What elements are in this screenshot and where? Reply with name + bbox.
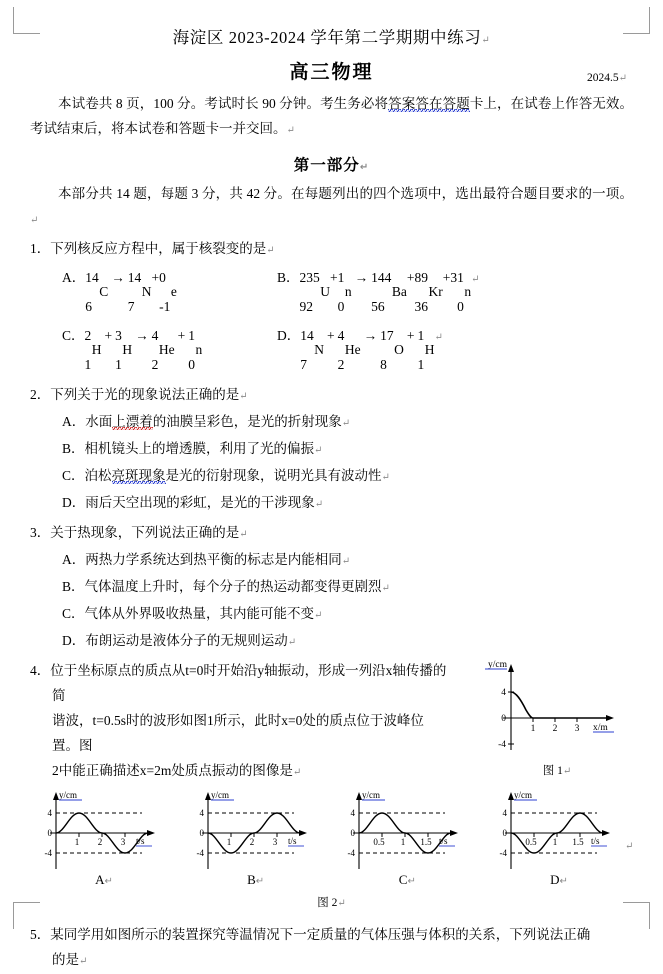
plus-operator: + bbox=[406, 269, 415, 285]
panel-A-xtick-3: 3 bbox=[120, 836, 126, 847]
option-text-pre: 水面 bbox=[85, 413, 113, 429]
nuclide-indices bbox=[371, 263, 391, 321]
plus-operator: + bbox=[104, 327, 113, 343]
nuclide-O17 bbox=[380, 321, 404, 379]
nuclide-He4 bbox=[338, 321, 361, 379]
atomic-number: 92 bbox=[299, 298, 314, 314]
mass-number: 144 bbox=[371, 269, 392, 285]
panel-D-xtick-15: 1.5 bbox=[572, 836, 584, 847]
atomic-number: 0 bbox=[188, 356, 196, 372]
figure-2-caption bbox=[30, 894, 633, 910]
instructions-marked-text: 答案答在答题 bbox=[388, 95, 470, 111]
x-axis-arrowhead bbox=[602, 830, 610, 836]
element-symbol: O bbox=[394, 342, 404, 358]
panel-D-x-axis-label: t/s bbox=[590, 835, 600, 846]
element-symbol: H bbox=[91, 342, 102, 358]
option-label: C． bbox=[62, 467, 85, 483]
panel-C-ytick-minus4: -4 bbox=[347, 847, 356, 858]
nuclide-indices bbox=[85, 321, 92, 379]
panel-C-ytick-4: 4 bbox=[350, 807, 356, 818]
option-C[interactable] bbox=[62, 463, 633, 490]
pilcrow-mark: ↵ bbox=[314, 609, 323, 621]
document-content bbox=[30, 26, 633, 974]
question-5-line-2 bbox=[30, 947, 633, 974]
atomic-number: 1 bbox=[417, 356, 425, 372]
element-symbol: e bbox=[170, 284, 177, 300]
pilcrow-mark: ↵ bbox=[239, 390, 248, 402]
panel-B-xtick-1: 1 bbox=[226, 836, 231, 847]
figure-1-caption bbox=[481, 759, 633, 784]
element-symbol: N bbox=[314, 342, 324, 358]
pilcrow-mark: ↵ bbox=[287, 636, 297, 648]
mass-number: 1 bbox=[457, 269, 464, 285]
subject-title: 高三物理 bbox=[289, 60, 374, 83]
question-stem-line: 2中能正确描述x=2m处质点振动的图像是 bbox=[52, 762, 293, 778]
option-A[interactable] bbox=[62, 409, 633, 436]
section-instruction bbox=[30, 181, 633, 233]
panel-B-xtick-2: 2 bbox=[249, 836, 254, 847]
panel-D-ytick-4: 4 bbox=[502, 807, 507, 818]
instructions-part-1: 本试卷共 8 页，100 分。考试时长 90 分钟。考生务必将 bbox=[58, 95, 389, 111]
pilcrow-mark: ↵ bbox=[292, 766, 302, 778]
nuclide-indices bbox=[457, 263, 464, 321]
plus-operator: + bbox=[406, 327, 415, 343]
pilcrow-mark: ↵ bbox=[434, 331, 443, 343]
panel-letter-text: D bbox=[550, 871, 560, 887]
atomic-number: 1 bbox=[115, 356, 122, 372]
atomic-number: 0 bbox=[337, 298, 345, 314]
instructions-part-2: 卡上，在试卷上作答无效。考试结束后，将本试卷和答题卡一并交回。 bbox=[30, 95, 634, 136]
plus-operator: + bbox=[330, 269, 338, 285]
panel-C-x-axis-label: t/s bbox=[439, 835, 448, 846]
nuclide-indices bbox=[300, 321, 314, 379]
panel-C-letter bbox=[333, 872, 481, 888]
section-title-text: 第一部分 bbox=[293, 155, 360, 174]
reaction-arrow: → bbox=[354, 269, 369, 285]
element-symbol: H bbox=[122, 342, 133, 358]
atomic-number: 8 bbox=[380, 356, 387, 372]
nuclide-indices bbox=[338, 263, 345, 321]
panel-D-xtick-1: 1 bbox=[552, 836, 558, 847]
nuclide-indices bbox=[188, 321, 195, 379]
exam-instructions bbox=[30, 91, 633, 143]
atomic-number: 6 bbox=[85, 298, 92, 314]
panel-A-letter bbox=[30, 872, 178, 888]
nuclide-Ba144 bbox=[371, 263, 407, 321]
figure-2-panel-D[interactable] bbox=[485, 789, 633, 888]
nuclide-N14 bbox=[300, 321, 324, 379]
panel-B-graph bbox=[182, 789, 330, 875]
option-D-equation bbox=[277, 321, 443, 379]
nuclide-N14 bbox=[128, 263, 152, 321]
nuclide-electron bbox=[159, 263, 177, 321]
question-3-stem bbox=[30, 520, 633, 547]
figure-2 bbox=[30, 789, 633, 888]
question-2-stem bbox=[30, 382, 633, 409]
pilcrow-mark: ↵ bbox=[266, 244, 275, 256]
pilcrow-mark: ↵ bbox=[559, 875, 568, 887]
pilcrow-mark: ↵ bbox=[471, 273, 480, 285]
x-axis-arrowhead bbox=[450, 830, 458, 836]
element-symbol: He bbox=[344, 342, 361, 358]
mass-number: 1 bbox=[337, 269, 345, 285]
question-stem-text: 下列关于光的现象说法正确的是 bbox=[50, 386, 240, 402]
panel-B-x-axis-label: t/s bbox=[287, 835, 297, 846]
pilcrow-mark: ↵ bbox=[618, 72, 627, 84]
atomic-number: 2 bbox=[151, 356, 159, 372]
question-number: 2． bbox=[30, 386, 51, 402]
option-label: A． bbox=[62, 269, 86, 285]
panel-D-ytick-0: 0 bbox=[502, 827, 507, 838]
document-title bbox=[30, 26, 633, 51]
question-4-line-2 bbox=[30, 708, 450, 758]
section-instruction-text: 本部分共 14 题，每题 3 分，共 42 分。在每题列出的四个选项中，选出最符合题目要求的一项。 bbox=[58, 185, 633, 201]
panel-A-xtick-1: 1 bbox=[74, 836, 80, 847]
element-symbol: He bbox=[158, 342, 175, 358]
plus-operator: + bbox=[177, 327, 186, 343]
nuclide-indices bbox=[85, 263, 99, 321]
figure-2-panel-C[interactable] bbox=[333, 789, 481, 888]
figure-1-ytick-minus4: -4 bbox=[498, 739, 506, 750]
panel-A-xtick-2: 2 bbox=[97, 836, 103, 847]
pilcrow-mark: ↵ bbox=[359, 161, 370, 173]
element-symbol: C bbox=[99, 284, 109, 300]
reaction-arrow: → bbox=[135, 327, 149, 343]
question-stem-text: 关于热现象，下列说法正确的是 bbox=[50, 524, 240, 540]
mass-number: 14 bbox=[127, 269, 142, 285]
nuclide-H1 bbox=[418, 321, 435, 379]
panel-A-x-axis-label: t/s bbox=[136, 835, 145, 846]
pilcrow-mark: ↵ bbox=[30, 214, 39, 226]
question-2 bbox=[30, 382, 633, 517]
exam-date bbox=[587, 72, 627, 84]
pilcrow-mark: ↵ bbox=[79, 955, 88, 967]
option-C-equation bbox=[62, 321, 277, 379]
mass-number: 235 bbox=[299, 269, 320, 285]
option-text-pre: 雨后天空出现的彩虹，是光的干涉现象 bbox=[85, 494, 315, 510]
nuclide-H3 bbox=[115, 321, 132, 379]
element-symbol: U bbox=[320, 284, 331, 300]
pilcrow-mark: ↵ bbox=[381, 471, 390, 483]
nuclide-indices bbox=[418, 321, 425, 379]
option-text-pre: 布朗运动是液体分子的无规则运动 bbox=[85, 632, 288, 648]
panel-A-ytick-0: 0 bbox=[47, 827, 52, 838]
option-A[interactable] bbox=[62, 547, 633, 574]
mass-number: 17 bbox=[380, 327, 394, 343]
nuclide-H2 bbox=[85, 321, 102, 379]
option-text-pre: 气体从外界吸收热量，其内能可能不变 bbox=[84, 605, 315, 621]
nuclide-indices bbox=[128, 263, 142, 321]
option-text-post: 是光的衍射现象，说明光具有波动性 bbox=[165, 467, 382, 483]
pilcrow-mark: ↵ bbox=[341, 555, 351, 567]
atomic-number: 0 bbox=[457, 298, 464, 314]
atomic-number: 7 bbox=[300, 356, 307, 372]
reaction-arrow: → bbox=[363, 327, 378, 343]
atomic-number: 2 bbox=[337, 356, 345, 372]
question-4-stem bbox=[30, 658, 450, 785]
figure-2-panel-B[interactable] bbox=[182, 789, 330, 888]
element-symbol: H bbox=[424, 342, 435, 358]
pilcrow-mark: ↵ bbox=[104, 875, 113, 887]
figure-2-caption-text: 图 2 bbox=[317, 896, 338, 909]
atomic-number: 56 bbox=[371, 298, 385, 314]
figure-1 bbox=[481, 658, 633, 784]
pilcrow-mark: ↵ bbox=[341, 417, 351, 429]
mass-number: 4 bbox=[337, 327, 345, 343]
question-4 bbox=[30, 658, 633, 785]
figure-1-xtick-3: 3 bbox=[574, 723, 580, 734]
question-5-line-1 bbox=[30, 922, 633, 947]
panel-B-ytick-4: 4 bbox=[199, 807, 204, 818]
pilcrow-mark: ↵ bbox=[624, 840, 634, 852]
nuclide-neutron-3 bbox=[457, 263, 471, 321]
question-5 bbox=[30, 922, 633, 974]
plus-operator: + bbox=[327, 327, 335, 343]
wave-curve bbox=[511, 692, 607, 718]
nuclide-indices bbox=[338, 321, 345, 379]
question-stem-line: 某同学用如图所示的装置探究等温情况下一定质量的气体压强与体积的关系，下列说法正确 bbox=[50, 926, 591, 942]
option-label: A． bbox=[62, 413, 86, 429]
mass-number: 1 bbox=[188, 327, 196, 343]
pilcrow-mark: ↵ bbox=[239, 528, 248, 540]
question-2-options bbox=[62, 409, 633, 517]
option-C[interactable] bbox=[62, 601, 633, 628]
panel-D-ytick-minus4: -4 bbox=[499, 847, 507, 858]
option-marked-text: 上漂着 bbox=[112, 413, 153, 429]
panel-D-y-axis-label: y/cm bbox=[513, 789, 532, 800]
figure-1-graph bbox=[481, 658, 633, 758]
exam-date-text: 2024.5 bbox=[586, 71, 619, 84]
question-number: 4． bbox=[30, 662, 51, 678]
pilcrow-mark: ↵ bbox=[314, 498, 324, 510]
panel-D-xtick-05: 0.5 bbox=[525, 836, 537, 847]
question-4-line-3 bbox=[30, 758, 450, 785]
plus-operator: + bbox=[151, 269, 160, 285]
question-1-equation-row-1 bbox=[62, 263, 633, 321]
option-text-pre: 相机镜头上的增透膜，利用了光的偏振 bbox=[84, 440, 315, 456]
mass-number: 3 bbox=[115, 327, 122, 343]
nuclide-neutron bbox=[338, 263, 352, 321]
option-text-pre: 两热力学系统达到热平衡的标志是内能相同 bbox=[85, 551, 342, 567]
nuclide-indices bbox=[380, 321, 394, 379]
x-axis-arrowhead bbox=[299, 830, 307, 836]
option-label: D． bbox=[62, 494, 86, 510]
figure-1-y-axis-label: y/cm bbox=[488, 659, 507, 670]
panel-D-graph bbox=[485, 789, 633, 875]
subject-row bbox=[30, 57, 633, 85]
question-1 bbox=[30, 236, 633, 379]
element-symbol: n bbox=[344, 284, 352, 300]
element-symbol: N bbox=[141, 284, 152, 300]
plus-three-operator: +3 bbox=[442, 269, 458, 285]
document-title-text: 海淀区 2023-2024 学年第二学期期中练习 bbox=[172, 28, 482, 47]
mass-number: 89 bbox=[414, 269, 429, 285]
option-label: A． bbox=[62, 551, 86, 567]
question-4-line-1 bbox=[30, 658, 450, 708]
figure-1-xtick-1: 1 bbox=[530, 723, 536, 734]
panel-C-xtick-05: 0.5 bbox=[373, 836, 385, 847]
panel-B-ytick-0: 0 bbox=[199, 827, 204, 838]
mass-number: 14 bbox=[300, 327, 314, 343]
panel-B-y-axis-label: y/cm bbox=[210, 789, 229, 800]
question-3-options bbox=[62, 547, 633, 655]
section-title bbox=[30, 153, 633, 175]
option-B-equation bbox=[277, 263, 480, 321]
pilcrow-mark: ↵ bbox=[381, 582, 390, 594]
option-marked-text: 亮斑现象 bbox=[111, 467, 166, 483]
question-stem-text: 下列核反应方程中，属于核裂变的是 bbox=[50, 240, 267, 256]
option-label: D． bbox=[277, 327, 301, 343]
mass-number: 4 bbox=[151, 327, 159, 343]
panel-C-xtick-15: 1.5 bbox=[420, 836, 432, 847]
option-B[interactable] bbox=[62, 574, 633, 601]
mass-number: 2 bbox=[84, 327, 92, 343]
option-A-equation bbox=[62, 263, 277, 321]
option-label: B． bbox=[62, 440, 85, 456]
pilcrow-mark: ↵ bbox=[562, 765, 572, 777]
element-symbol: Ba bbox=[391, 284, 407, 300]
pilcrow-mark: ↵ bbox=[407, 875, 416, 887]
question-number: 3． bbox=[30, 524, 51, 540]
option-text-pre: 气体温度上升时，每个分子的热运动都变得更剧烈 bbox=[84, 578, 382, 594]
panel-letter-text: B bbox=[247, 871, 256, 887]
option-label: B． bbox=[62, 578, 85, 594]
pilcrow-mark: ↵ bbox=[481, 35, 491, 46]
option-label: C． bbox=[62, 605, 85, 621]
figure-1-ytick-4: 4 bbox=[501, 687, 506, 698]
y-axis-arrowhead bbox=[508, 664, 514, 672]
question-number: 1． bbox=[30, 240, 51, 256]
x-axis-arrowhead bbox=[606, 715, 614, 721]
question-stem-line: 谐波，t=0.5s时的波形如图1所示，此时x=0处的质点位于波峰位置。图 bbox=[52, 712, 424, 753]
panel-A-ytick-4: 4 bbox=[47, 807, 52, 818]
nuclide-He4 bbox=[152, 321, 175, 379]
question-1-stem bbox=[30, 236, 633, 263]
nuclide-neutron bbox=[188, 321, 202, 379]
panel-B-letter bbox=[182, 872, 330, 888]
nuclide-indices bbox=[415, 263, 429, 321]
figure-1-ytick-0: 0 bbox=[501, 713, 506, 724]
nuclide-indices bbox=[300, 263, 320, 321]
question-3 bbox=[30, 520, 633, 655]
nuclide-indices bbox=[152, 321, 159, 379]
panel-A-graph bbox=[30, 789, 178, 875]
panel-C-graph bbox=[333, 789, 481, 875]
option-D[interactable] bbox=[62, 490, 633, 517]
panel-C-y-axis-label: y/cm bbox=[362, 789, 381, 800]
question-stem-line: 位于坐标原点的质点从t=0时开始沿y轴振动，形成一列沿x轴传播的简 bbox=[50, 662, 447, 703]
question-number: 5． bbox=[30, 926, 51, 942]
panel-C-ytick-0: 0 bbox=[350, 827, 356, 838]
nuclide-Kr89 bbox=[415, 263, 443, 321]
figure-1-x-axis-label: x/m bbox=[593, 722, 608, 733]
mass-number: 14 bbox=[85, 269, 99, 285]
pilcrow-mark: ↵ bbox=[286, 124, 295, 136]
mass-number: 1 bbox=[417, 327, 425, 343]
option-label: D． bbox=[62, 632, 86, 648]
pilcrow-mark: ↵ bbox=[255, 875, 265, 887]
figure-2-panel-A[interactable] bbox=[30, 789, 178, 888]
nuclide-U235 bbox=[300, 263, 331, 321]
panel-B-xtick-3: 3 bbox=[272, 836, 277, 847]
figure-1-xtick-2: 2 bbox=[552, 723, 558, 734]
nuclide-C14 bbox=[85, 263, 108, 321]
question-1-equation-row-2 bbox=[62, 321, 633, 379]
panel-letter-text: A bbox=[95, 871, 105, 887]
nuclide-indices bbox=[159, 263, 170, 321]
pilcrow-mark: ↵ bbox=[314, 444, 323, 456]
atomic-number: -1 bbox=[159, 298, 171, 314]
panel-letter-text: C bbox=[398, 871, 408, 887]
atomic-number: 36 bbox=[414, 298, 429, 314]
reaction-arrow: → bbox=[111, 269, 125, 285]
pilcrow-mark: ↵ bbox=[337, 897, 346, 909]
x-axis-arrowhead bbox=[147, 830, 155, 836]
panel-A-y-axis-label: y/cm bbox=[59, 789, 77, 800]
option-D[interactable] bbox=[62, 628, 633, 655]
option-text-pre: 泊松 bbox=[84, 467, 112, 483]
panel-A-ytick-minus4: -4 bbox=[44, 847, 52, 858]
figure-1-caption-text: 图 1 bbox=[542, 764, 563, 777]
nuclide-indices bbox=[115, 321, 122, 379]
option-label: C． bbox=[62, 327, 85, 343]
atomic-number: 7 bbox=[127, 298, 135, 314]
option-text-post: 的油膜呈彩色，是光的折射现象 bbox=[152, 413, 342, 429]
option-label: B． bbox=[277, 269, 300, 285]
question-stem-line: 的是 bbox=[52, 951, 79, 967]
panel-C-xtick-1: 1 bbox=[401, 836, 406, 847]
element-symbol: Kr bbox=[428, 284, 443, 300]
element-symbol: n bbox=[195, 342, 203, 358]
element-symbol: n bbox=[464, 284, 472, 300]
panel-B-ytick-minus4: -4 bbox=[196, 847, 204, 858]
atomic-number: 1 bbox=[84, 356, 92, 372]
option-B[interactable] bbox=[62, 436, 633, 463]
mass-number: 0 bbox=[159, 269, 166, 285]
panel-D-letter bbox=[485, 872, 633, 888]
